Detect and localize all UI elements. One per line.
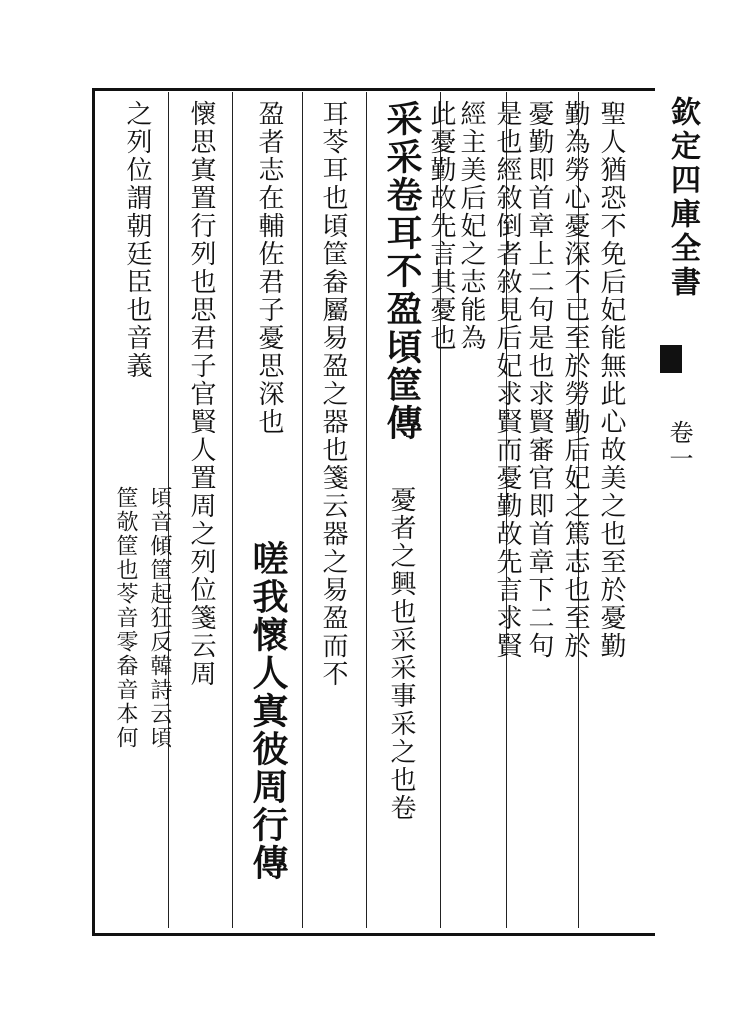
text-column: 是也經敘倒者敘見后妃求賢而憂勤故先言求賢	[492, 100, 522, 660]
margin-book-title: 欽定四庫全書	[665, 96, 700, 300]
text-column: 盈者志在輔佐君子憂思深也	[254, 100, 284, 436]
column-divider	[302, 92, 303, 928]
text-column: 耳苓耳也頃筐畚屬易盈之器也箋云器之易盈而不	[318, 100, 348, 688]
text-column: 頃音傾筐起狂反韓詩云頃	[147, 486, 172, 750]
text-column: 聖人猶恐不免后妃能無此心故美之也至於憂勤	[596, 100, 626, 660]
text-column: 采采卷耳不盈頃筐傳	[381, 100, 423, 442]
fishtail-marker	[660, 345, 682, 373]
column-divider	[366, 92, 367, 928]
text-column: 筐欹筐也苓音零畚音本何	[113, 486, 138, 750]
text-column: 之列位謂朝廷臣也音義	[122, 100, 152, 380]
text-column: 勤為勞心憂深不已至於勞勤后妃之篤志也至於	[560, 100, 590, 660]
text-column: 懷思寘置行列也思君子官賢人置周之列位箋云周	[186, 100, 216, 688]
text-column: 此憂勤故先言其憂也	[426, 100, 456, 352]
text-column: 經主美后妃之志能為	[456, 100, 486, 352]
text-column: 憂者之興也采采事采之也卷	[386, 486, 416, 822]
text-column: 憂勤即首章上二句是也求賢審官即首章下二句	[524, 100, 554, 660]
column-divider	[232, 92, 233, 928]
text-column: 嗟我懷人寘彼周行傳	[247, 540, 289, 882]
margin-volume-label: 卷一	[665, 420, 693, 472]
